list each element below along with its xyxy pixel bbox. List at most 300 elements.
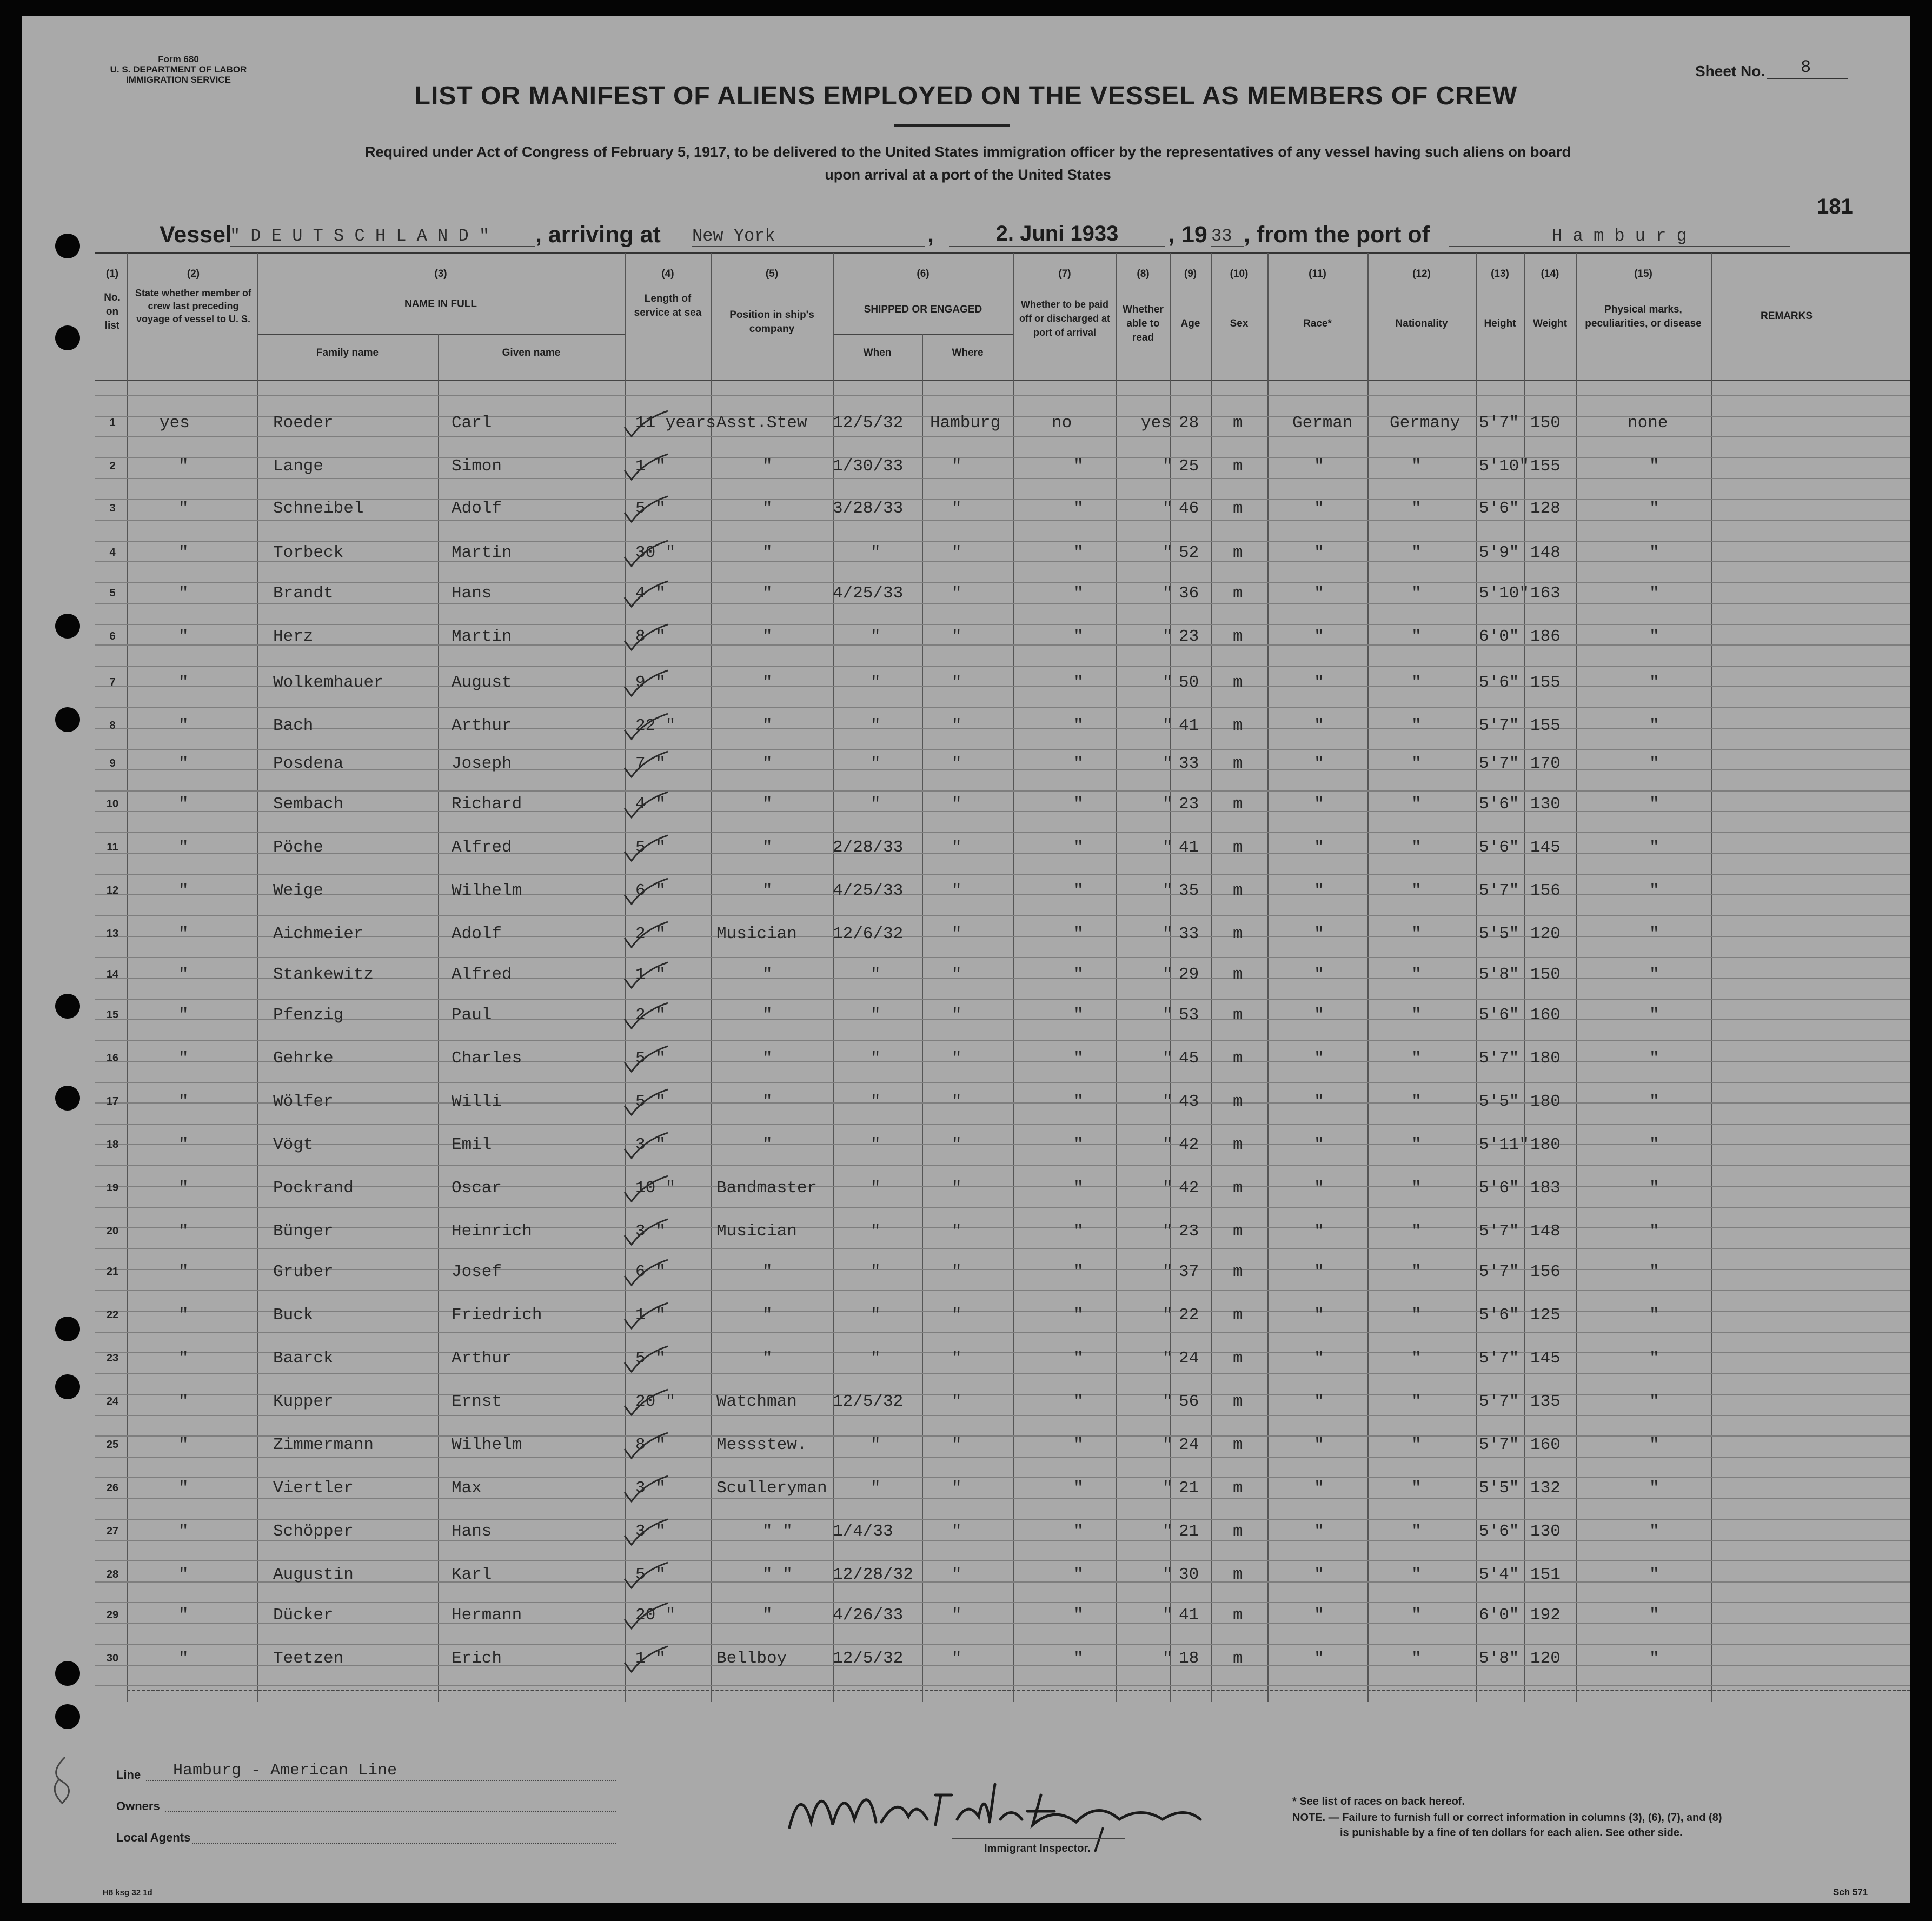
- grid-rule: [95, 478, 1910, 479]
- height-cell: 5'8": [1479, 1649, 1519, 1668]
- row-number: 15: [106, 1009, 119, 1021]
- race-cell: ": [1314, 965, 1324, 984]
- checkmark-icon: [622, 749, 670, 781]
- row-number: 18: [106, 1139, 119, 1151]
- prev-voyage-cell: ": [178, 1179, 189, 1198]
- row-number: 17: [106, 1095, 119, 1107]
- given-name-cell: Joseph: [452, 754, 512, 773]
- weight-cell: 155: [1530, 716, 1561, 735]
- weight-cell: 156: [1530, 881, 1561, 900]
- nationality-cell: ": [1411, 1392, 1422, 1411]
- age-cell: 50: [1179, 673, 1199, 692]
- height-cell: 5'6": [1479, 795, 1519, 814]
- service-length-cell: 4 ": [635, 584, 666, 603]
- physical-marks-cell: ": [1649, 1306, 1659, 1325]
- physical-marks-cell: ": [1649, 673, 1659, 692]
- shipped-when-cell: ": [871, 543, 881, 562]
- nationality-cell: ": [1411, 1435, 1422, 1454]
- grid-rule: [95, 749, 1910, 750]
- given-name-cell: Josef: [452, 1262, 502, 1281]
- checkmark-icon: [622, 1000, 670, 1033]
- race-cell: ": [1314, 1306, 1324, 1325]
- weight-cell: 130: [1530, 795, 1561, 814]
- position-cell: ": [762, 795, 773, 814]
- punch-hole-icon: [55, 1704, 80, 1729]
- col4-num: (4): [661, 268, 674, 280]
- family-name-cell: Wolkemhauer: [273, 673, 384, 692]
- grid-rule: [95, 1186, 1910, 1187]
- races-note: * See list of races on back hereof.: [1292, 1796, 1465, 1807]
- col10-header: Sex: [1230, 318, 1249, 329]
- row-number: 29: [106, 1609, 119, 1621]
- family-name-cell: Gruber: [273, 1262, 334, 1281]
- given-name-cell: Heinrich: [452, 1222, 532, 1241]
- age-cell: 21: [1179, 1479, 1199, 1498]
- height-cell: 5'4": [1479, 1565, 1519, 1584]
- height-cell: 5'7": [1479, 1222, 1519, 1241]
- shipped-when-cell: ": [871, 1006, 881, 1025]
- position-cell: " ": [762, 1565, 793, 1584]
- weight-cell: 148: [1530, 1222, 1561, 1241]
- grid-rule: [95, 395, 1910, 396]
- checkmark-icon: [622, 833, 670, 865]
- position-cell: ": [762, 838, 773, 857]
- grid-rule: [95, 1124, 1910, 1125]
- given-name-cell: Paul: [452, 1006, 492, 1025]
- page-title: LIST OR MANIFEST OF ALIENS EMPLOYED ON THE VESSEL AS MEMBERS OF CREW: [414, 82, 1518, 110]
- given-name-cell: Richard: [452, 795, 522, 814]
- paid-off-cell: ": [1073, 1392, 1084, 1411]
- nationality-cell: ": [1411, 1606, 1422, 1625]
- sex-cell: m: [1233, 838, 1243, 857]
- col6-when-header: When: [863, 347, 892, 358]
- row-number: 22: [106, 1309, 119, 1321]
- age-cell: 45: [1179, 1049, 1199, 1068]
- grid-rule: [95, 1602, 1910, 1603]
- service-length-cell: 2 ": [635, 1006, 666, 1025]
- shipped-when-cell: ": [871, 795, 881, 814]
- sex-cell: m: [1233, 1349, 1243, 1368]
- paid-off-cell: ": [1073, 499, 1084, 518]
- sex-cell: m: [1233, 673, 1243, 692]
- row-number: 6: [109, 630, 116, 642]
- physical-marks-cell: ": [1649, 1179, 1659, 1198]
- race-cell: ": [1314, 1092, 1324, 1111]
- prev-voyage-cell: ": [178, 838, 189, 857]
- prev-voyage-cell: ": [178, 627, 189, 646]
- shipped-where-cell: ": [952, 584, 962, 603]
- grid-rule: [95, 832, 1910, 833]
- sex-cell: m: [1233, 1092, 1243, 1111]
- physical-marks-cell: ": [1649, 457, 1659, 476]
- paid-off-cell: ": [1073, 795, 1084, 814]
- family-name-cell: Kupper: [273, 1392, 334, 1411]
- able-to-read-cell: ": [1163, 881, 1173, 900]
- service-length-cell: 3 ": [635, 1479, 666, 1498]
- grid-rule: [95, 1102, 1910, 1104]
- grid-rule: [95, 1581, 1910, 1583]
- weight-cell: 183: [1530, 1179, 1561, 1198]
- nationality-cell: ": [1411, 499, 1422, 518]
- able-to-read-cell: ": [1163, 1392, 1173, 1411]
- shipped-when-cell: ": [871, 1092, 881, 1111]
- age-cell: 37: [1179, 1262, 1199, 1281]
- service-length-cell: 3 ": [635, 1135, 666, 1154]
- family-name-cell: Herz: [273, 627, 314, 646]
- col3-given-header: Given name: [502, 347, 561, 358]
- nationality-cell: ": [1411, 1092, 1422, 1111]
- row-number: 30: [106, 1652, 119, 1664]
- physical-marks-cell: ": [1649, 543, 1659, 562]
- family-name-cell: Baarck: [273, 1349, 334, 1368]
- sex-cell: m: [1233, 795, 1243, 814]
- paid-off-cell: ": [1073, 716, 1084, 735]
- sex-cell: m: [1233, 1006, 1243, 1025]
- shipped-when-cell: ": [871, 1349, 881, 1368]
- signature-mark: [773, 1763, 1292, 1854]
- punch-hole-icon: [55, 1317, 80, 1341]
- service-length-cell: 1 ": [635, 457, 666, 476]
- service-length-cell: 5 ": [635, 838, 666, 857]
- paid-off-cell: ": [1073, 1522, 1084, 1541]
- shipped-where-cell: ": [952, 881, 962, 900]
- grid-rule: [95, 436, 1910, 437]
- given-name-cell: Ernst: [452, 1392, 502, 1411]
- col2-header: State whether member of crew last preceding voyage of vessel to U. S.: [135, 288, 252, 324]
- agents-underline: [192, 1843, 616, 1844]
- able-to-read-cell: ": [1163, 1479, 1173, 1498]
- grid-rule: [95, 1457, 1910, 1458]
- family-name-cell: Sembach: [273, 795, 344, 814]
- height-cell: 5'6": [1479, 499, 1519, 518]
- name-subheader-rule: [257, 334, 625, 335]
- page-stamp-number: 181: [1817, 195, 1853, 218]
- checkmark-icon: [622, 1130, 670, 1162]
- nationality-cell: Germany: [1390, 414, 1460, 433]
- punch-hole-icon: [55, 994, 80, 1019]
- physical-marks-cell: ": [1649, 584, 1659, 603]
- col3-num: (3): [434, 268, 447, 280]
- able-to-read-cell: ": [1163, 754, 1173, 773]
- prev-voyage-cell: ": [178, 925, 189, 943]
- paid-off-cell: ": [1073, 1435, 1084, 1454]
- col8-num: (8): [1137, 268, 1150, 280]
- checkmark-icon: [622, 1387, 670, 1419]
- row-number: 16: [106, 1052, 119, 1064]
- grid-rule: [95, 666, 1910, 667]
- height-cell: 5'10": [1479, 457, 1530, 476]
- weight-cell: 180: [1530, 1092, 1561, 1111]
- shipped-where-cell: ": [952, 716, 962, 735]
- service-length-cell: 9 ": [635, 673, 666, 692]
- paid-off-cell: ": [1073, 543, 1084, 562]
- position-cell: ": [762, 584, 773, 603]
- checkmark-icon: [622, 579, 670, 611]
- race-cell: ": [1314, 1435, 1324, 1454]
- checkmark-icon: [622, 538, 670, 570]
- prev-voyage-cell: ": [178, 673, 189, 692]
- age-cell: 42: [1179, 1179, 1199, 1198]
- race-cell: ": [1314, 1606, 1324, 1625]
- position-cell: ": [762, 881, 773, 900]
- checkmark-icon: [622, 1644, 670, 1676]
- sex-cell: m: [1233, 1392, 1243, 1411]
- race-cell: ": [1314, 754, 1324, 773]
- sex-cell: m: [1233, 1435, 1243, 1454]
- physical-marks-cell: ": [1649, 1349, 1659, 1368]
- age-cell: 23: [1179, 795, 1199, 814]
- sex-cell: m: [1233, 1479, 1243, 1498]
- sex-cell: m: [1233, 499, 1243, 518]
- physical-marks-cell: ": [1649, 716, 1659, 735]
- prev-voyage-cell: ": [178, 1306, 189, 1325]
- checkmark-icon: [622, 1600, 670, 1633]
- paid-off-cell: ": [1073, 673, 1084, 692]
- nationality-cell: ": [1411, 457, 1422, 476]
- checkmark-icon: [622, 960, 670, 992]
- race-cell: ": [1314, 1262, 1324, 1281]
- shipped-where-cell: ": [952, 1349, 962, 1368]
- sheet-label: Sheet No.: [1695, 63, 1765, 79]
- col13-header: Height: [1484, 318, 1516, 329]
- able-to-read-cell: ": [1163, 1565, 1173, 1584]
- shipped-where-cell: ": [952, 1306, 962, 1325]
- height-cell: 6'0": [1479, 1606, 1519, 1625]
- age-cell: 41: [1179, 716, 1199, 735]
- physical-marks-cell: ": [1649, 1262, 1659, 1281]
- height-cell: 5'9": [1479, 543, 1519, 562]
- race-cell: ": [1314, 1135, 1324, 1154]
- grid-rule: [95, 728, 1910, 729]
- weight-cell: 145: [1530, 838, 1561, 857]
- weight-cell: 180: [1530, 1049, 1561, 1068]
- nationality-cell: ": [1411, 1349, 1422, 1368]
- paid-off-cell: ": [1073, 457, 1084, 476]
- nationality-cell: ": [1411, 716, 1422, 735]
- service-length-cell: 5 ": [635, 1349, 666, 1368]
- weight-cell: 132: [1530, 1479, 1561, 1498]
- shipped-where-cell: ": [952, 1092, 962, 1111]
- race-cell: ": [1314, 1049, 1324, 1068]
- service-length-cell: 10 ": [635, 1179, 676, 1198]
- row-number: 10: [106, 798, 119, 810]
- able-to-read-cell: ": [1163, 1649, 1173, 1668]
- checkmark-icon: [622, 1217, 670, 1249]
- checkmark-icon: [622, 1473, 670, 1506]
- sex-cell: m: [1233, 627, 1243, 646]
- nationality-cell: ": [1411, 881, 1422, 900]
- shipped-when-cell: 4/26/33: [833, 1606, 904, 1625]
- race-cell: ": [1314, 1565, 1324, 1584]
- able-to-read-cell: ": [1163, 925, 1173, 943]
- shipped-when-cell: 1/30/33: [833, 457, 904, 476]
- shipped-when-cell: ": [871, 965, 881, 984]
- prev-voyage-cell: ": [178, 1606, 189, 1625]
- physical-marks-cell: ": [1649, 1135, 1659, 1154]
- able-to-read-cell: ": [1163, 1262, 1173, 1281]
- given-name-cell: Willi: [452, 1092, 502, 1111]
- col1-header: No. on list: [104, 292, 121, 331]
- nationality-cell: ": [1411, 1222, 1422, 1241]
- grid-rule: [95, 644, 1910, 646]
- shipped-when-cell: ": [871, 716, 881, 735]
- race-cell: ": [1314, 673, 1324, 692]
- age-cell: 43: [1179, 1092, 1199, 1111]
- physical-marks-cell: ": [1649, 1435, 1659, 1454]
- age-cell: 46: [1179, 499, 1199, 518]
- inspector-signature-line: [952, 1838, 1125, 1839]
- age-cell: 35: [1179, 881, 1199, 900]
- table-bottom-border: [127, 1690, 1910, 1691]
- shipped-where-cell: ": [952, 499, 962, 518]
- service-length-cell: 5 ": [635, 499, 666, 518]
- height-cell: 5'7": [1479, 1049, 1519, 1068]
- weight-cell: 156: [1530, 1262, 1561, 1281]
- shipped-subheader-rule: [833, 334, 1013, 335]
- col14-num: (14): [1541, 268, 1559, 280]
- pencil-mark: [43, 1752, 81, 1811]
- service-length-cell: 3 ": [635, 1222, 666, 1241]
- age-cell: 52: [1179, 543, 1199, 562]
- height-cell: 5'8": [1479, 965, 1519, 984]
- col6-num: (6): [917, 268, 930, 280]
- sex-cell: m: [1233, 1565, 1243, 1584]
- paid-off-cell: ": [1073, 1606, 1084, 1625]
- inspector-label: Immigrant Inspector.: [984, 1843, 1091, 1854]
- form-number: Form 680: [158, 54, 199, 64]
- height-cell: 5'6": [1479, 1179, 1519, 1198]
- grid-rule: [95, 707, 1910, 708]
- prev-voyage-cell: ": [178, 1049, 189, 1068]
- grid-rule: [95, 1623, 1910, 1624]
- shipped-when-cell: 12/5/32: [833, 414, 904, 433]
- family-name-cell: Lange: [273, 457, 324, 476]
- checkmark-icon: [622, 408, 670, 441]
- family-name-cell: Augustin: [273, 1565, 354, 1584]
- prev-voyage-cell: ": [178, 584, 189, 603]
- height-cell: 5'7": [1479, 754, 1519, 773]
- grid-rule: [95, 1144, 1910, 1145]
- position-cell: ": [762, 543, 773, 562]
- family-name-cell: Bach: [273, 716, 314, 735]
- col9-num: (9): [1184, 268, 1197, 280]
- grid-rule: [95, 853, 1910, 854]
- weight-cell: 155: [1530, 457, 1561, 476]
- owners-label: Owners: [116, 1799, 160, 1813]
- weight-cell: 125: [1530, 1306, 1561, 1325]
- sex-cell: m: [1233, 414, 1243, 433]
- grid-rule: [95, 894, 1910, 895]
- paid-off-cell: ": [1073, 1649, 1084, 1668]
- col3-header: NAME IN FULL: [404, 298, 477, 310]
- shipped-where-cell: ": [952, 965, 962, 984]
- row-number: 28: [106, 1568, 119, 1580]
- given-name-cell: Karl: [452, 1565, 492, 1584]
- nationality-cell: ": [1411, 1135, 1422, 1154]
- physical-marks-cell: ": [1649, 838, 1659, 857]
- service-length-cell: 4 ": [635, 795, 666, 814]
- height-cell: 5'7": [1479, 1262, 1519, 1281]
- weight-cell: 120: [1530, 1649, 1561, 1668]
- prev-voyage-cell: ": [178, 1522, 189, 1541]
- col10-num: (10): [1230, 268, 1249, 280]
- prev-voyage-cell: ": [178, 1349, 189, 1368]
- family-name-cell: Schöpper: [273, 1522, 354, 1541]
- position-cell: " ": [762, 1522, 793, 1541]
- able-to-read-cell: ": [1163, 1049, 1173, 1068]
- col4-header: Length of service at sea: [634, 293, 702, 318]
- shipped-when-cell: ": [871, 1479, 881, 1498]
- grid-rule: [95, 1415, 1910, 1416]
- prev-voyage-cell: yes: [160, 414, 190, 433]
- given-name-cell: Simon: [452, 457, 502, 476]
- height-cell: 5'7": [1479, 716, 1519, 735]
- family-name-cell: Dücker: [273, 1606, 334, 1625]
- shipped-when-cell: 12/6/32: [833, 925, 904, 943]
- weight-cell: 192: [1530, 1606, 1561, 1625]
- age-cell: 24: [1179, 1435, 1199, 1454]
- shipped-when-cell: ": [871, 1135, 881, 1154]
- col1-num: (1): [105, 268, 119, 280]
- age-cell: 30: [1179, 1565, 1199, 1584]
- able-to-read-cell: ": [1163, 838, 1173, 857]
- family-name-cell: Torbeck: [273, 543, 344, 562]
- service-length-cell: 7 ": [635, 754, 666, 773]
- position-cell: ": [762, 1092, 773, 1111]
- age-cell: 25: [1179, 457, 1199, 476]
- shipped-where-cell: ": [952, 543, 962, 562]
- grid-rule: [95, 1540, 1910, 1541]
- grid-rule: [95, 874, 1910, 875]
- paid-off-cell: ": [1073, 1222, 1084, 1241]
- age-cell: 24: [1179, 1349, 1199, 1368]
- able-to-read-cell: ": [1163, 1522, 1173, 1541]
- row-number: 2: [109, 460, 116, 472]
- given-name-cell: Emil: [452, 1135, 492, 1154]
- age-cell: 22: [1179, 1306, 1199, 1325]
- nationality-cell: ": [1411, 925, 1422, 943]
- printer-code: H8 ksg 32 1d: [103, 1888, 152, 1897]
- grid-rule: [95, 1498, 1910, 1499]
- family-name-cell: Pfenzig: [273, 1006, 344, 1025]
- sex-cell: m: [1233, 1306, 1243, 1325]
- grid-rule: [95, 1477, 1910, 1478]
- grid-rule: [95, 1269, 1910, 1270]
- sex-cell: m: [1233, 1649, 1243, 1668]
- shipped-where-cell: ": [952, 1479, 962, 1498]
- grid-rule: [95, 999, 1910, 1000]
- paid-off-cell: ": [1073, 965, 1084, 984]
- sheet-number: 8: [1801, 57, 1811, 77]
- race-cell: ": [1314, 1649, 1324, 1668]
- form-identifier: [97, 54, 260, 85]
- position-cell: ": [762, 1306, 773, 1325]
- given-name-cell: Charles: [452, 1049, 522, 1068]
- grid-rule: [95, 624, 1910, 625]
- age-cell: 33: [1179, 925, 1199, 943]
- title-rule: [894, 124, 1010, 127]
- race-cell: German: [1292, 414, 1353, 433]
- able-to-read-cell: ": [1163, 1006, 1173, 1025]
- weight-cell: 145: [1530, 1349, 1561, 1368]
- race-cell: ": [1314, 1222, 1324, 1241]
- prev-voyage-cell: ": [178, 1565, 189, 1584]
- position-cell: ": [762, 1606, 773, 1625]
- given-name-cell: Arthur: [452, 716, 512, 735]
- paid-off-cell: ": [1073, 627, 1084, 646]
- able-to-read-cell: ": [1163, 584, 1173, 603]
- service-length-cell: 20 ": [635, 1606, 676, 1625]
